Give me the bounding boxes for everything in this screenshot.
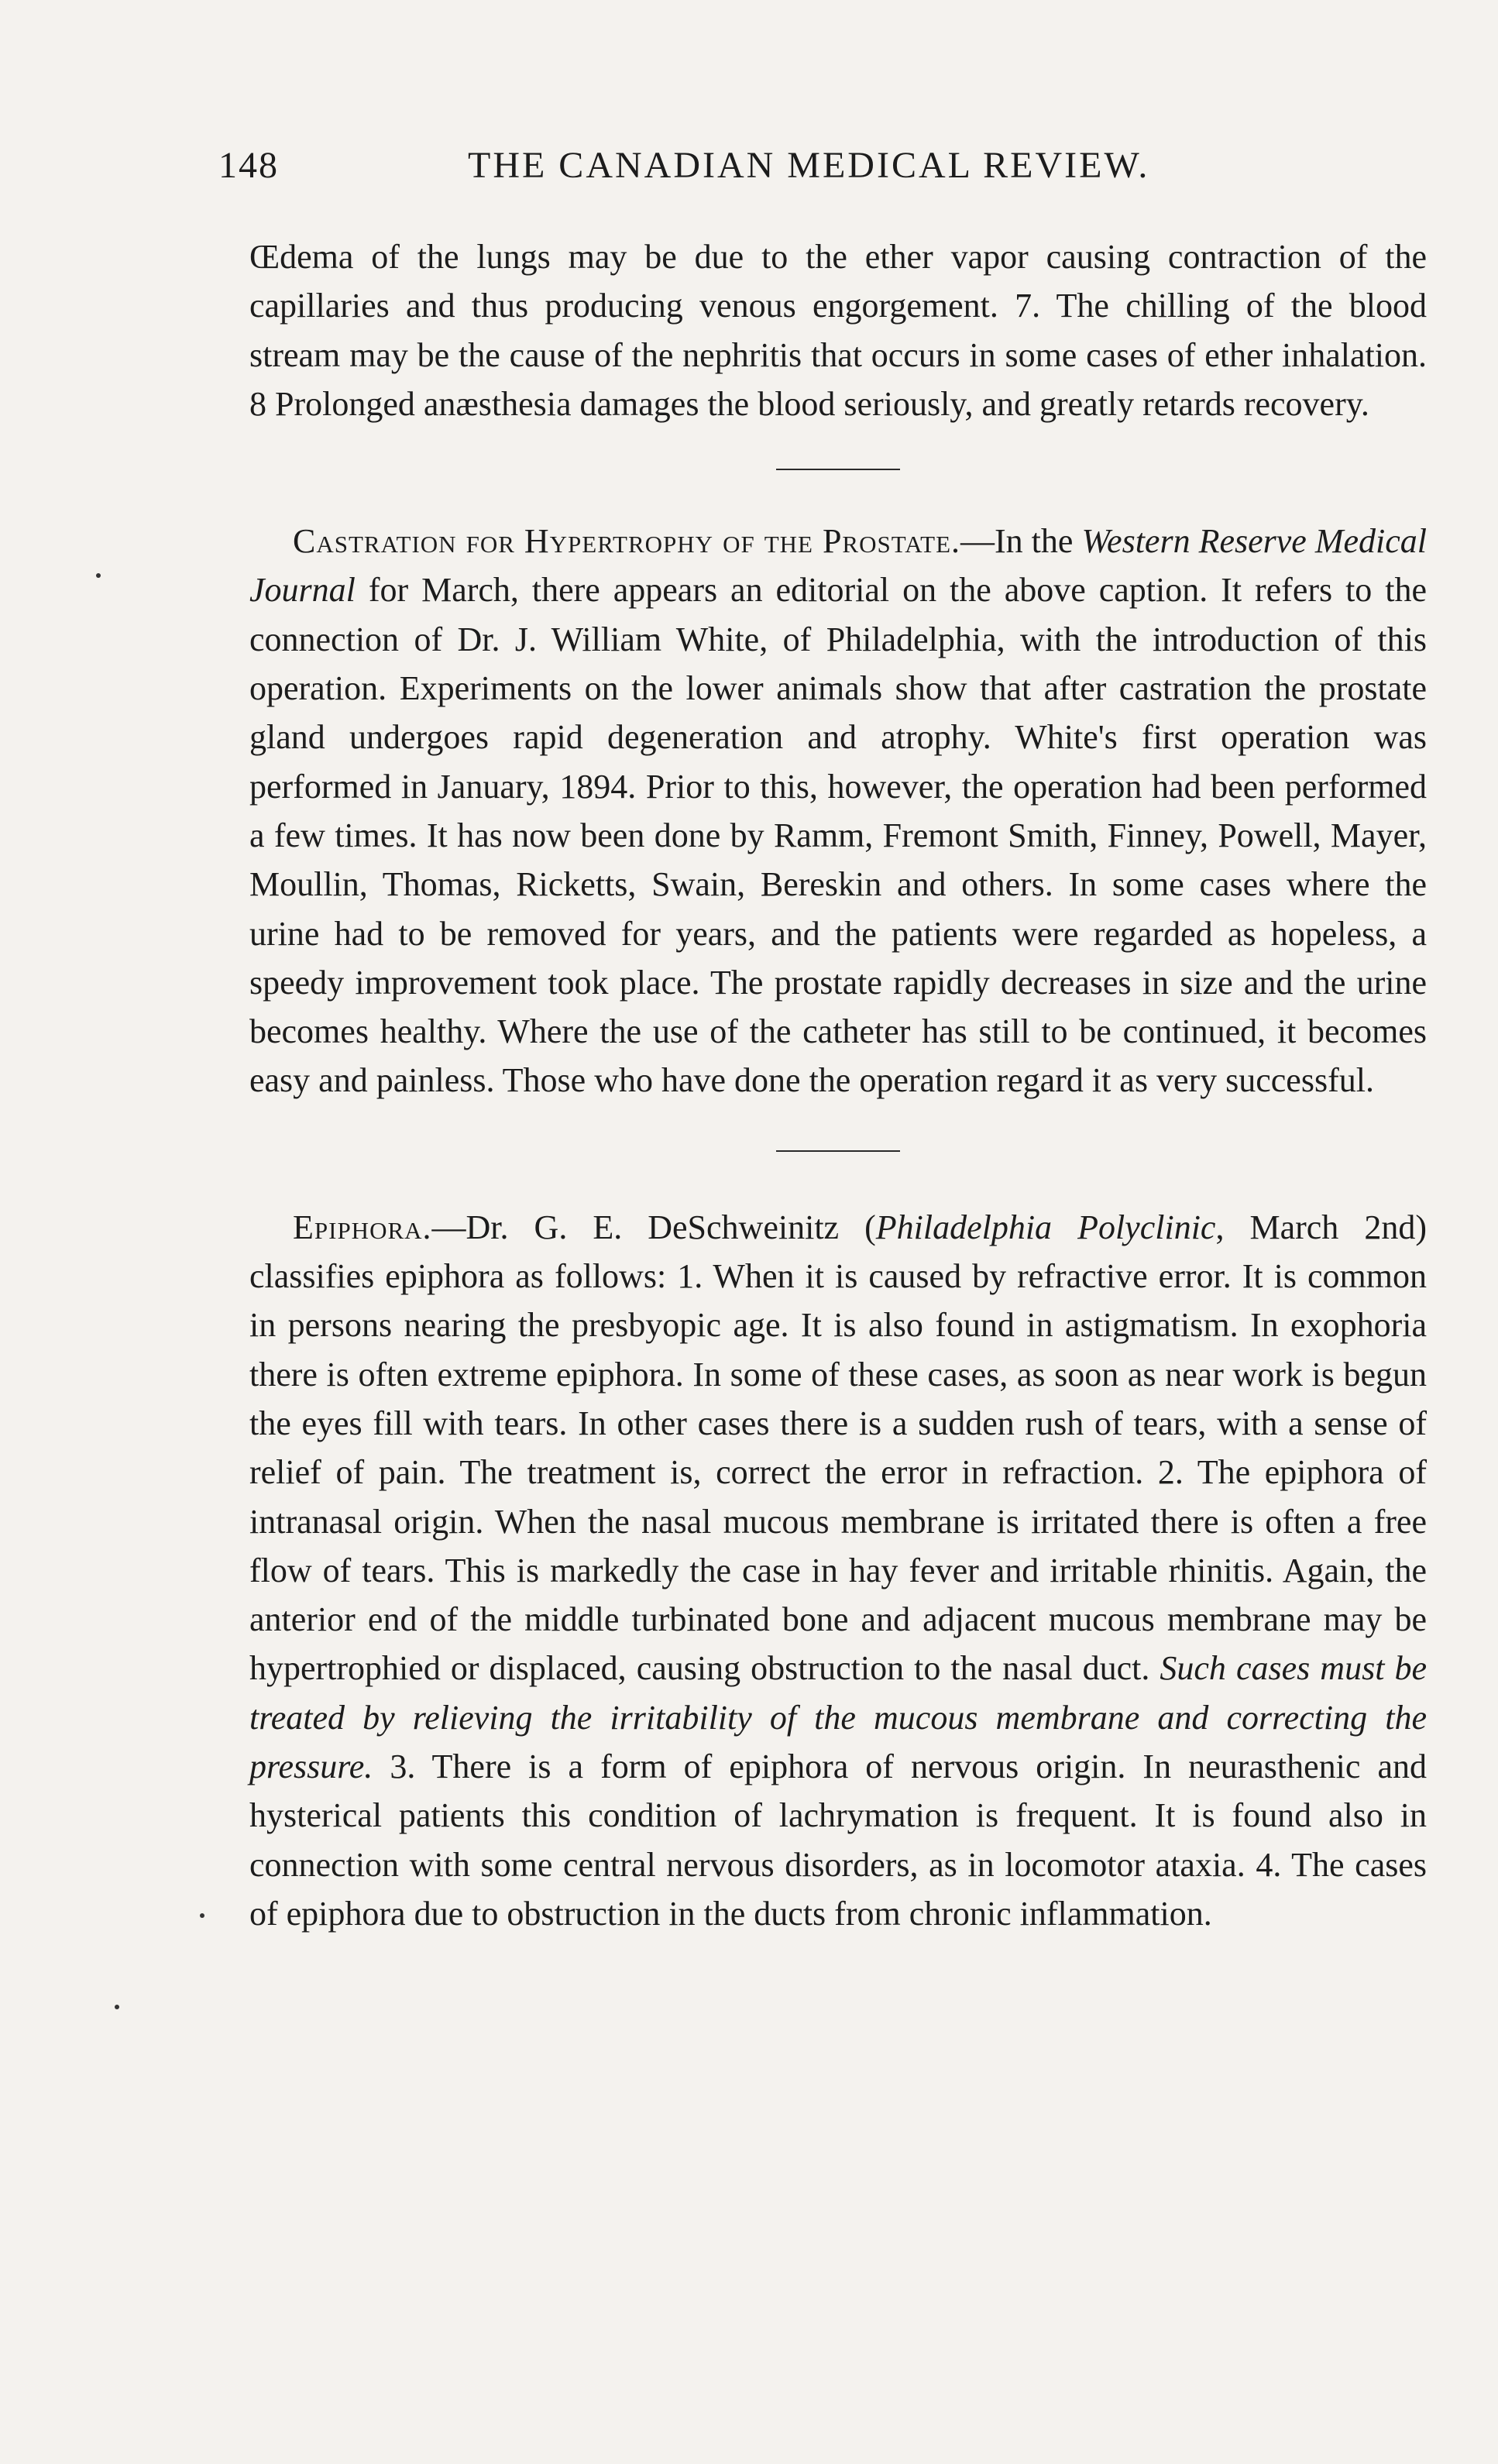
journal-citation: Western Reserve Medical Journal: [249, 522, 1427, 610]
heading-dash: —: [431, 1208, 466, 1246]
article-heading: Epiphora.: [293, 1208, 432, 1246]
section-divider: [776, 469, 900, 470]
margin-mark: [96, 573, 101, 578]
article-text: 3. There is a form of epiphora of nervous origin. In neurasthenic and hysterical patients this condition of lachrymation is frequent. It is found also in connection with some central nervous disorders, as in locomotor ataxia. 4. The cases of epiphora due to obstruction in the ducts from chronic inflammation.: [249, 1747, 1427, 1933]
journal-title: THE CANADIAN MEDICAL REVIEW.: [468, 145, 1150, 186]
continuation-paragraph: Œdema of the lungs may be due to the ether vapor causing contraction of the capillaries and thus producing venous engorgement. 7. The chilling of the blood stream may be the cause of the nephritis that occurs in some cases of ether inhalation. 8 Prolonged anæsthesia damages the blood seriously, and greatly retards recovery.: [249, 238, 1427, 423]
article-castration: [249, 517, 1427, 1105]
page-number: 148: [218, 145, 279, 186]
article-heading: Castration for Hypertrophy of the Prostate.: [293, 522, 961, 561]
page-body: [249, 232, 1427, 1938]
article-epiphora: [249, 1203, 1427, 1938]
heading-dash: —: [960, 522, 995, 561]
journal-citation: Philadelphia Polyclinic: [875, 1208, 1216, 1246]
margin-mark: [200, 1913, 204, 1918]
article-emphasis: Such cases must be treated by relieving the irritability of the mucous membrane and correcting the pressure.: [249, 1649, 1427, 1786]
article-lead: Dr. G. E. DeSchweinitz (: [466, 1208, 876, 1246]
article-lead: In the: [995, 522, 1082, 561]
section-divider: [776, 1150, 900, 1152]
article-text: for March, there appears an editorial on the above caption. It refers to the connection of Dr. J. William White, of Philadelphia, with the introduction of this operation. Experiments on the lower animals show that after castration the prostate gland undergoes rapid degeneration and atrophy. White's first operation was performed in January, 1894. Prior to this, however, the operation had been performed a few times. It has now been done by Ramm, Fremont Smith, Finney, Powell, Mayer, Moullin, Thomas, Ricketts, Swain, Bereskin and others. In some cases where the urine had to be removed for years, and the patients were regarded as hopeless, a speedy improvement took place. The prostate rapidly decreases in size and the urine becomes healthy. Where the use of the catheter has still to be continued, it becomes easy and painless. Those who have done the operation regard it as very successful.: [249, 571, 1427, 1100]
article-text: , March 2nd) classifies epiphora as follows: 1. When it is caused by refractive error. It is common in persons nearing the presbyopic age. It is also found in astigmatism. In exophoria there is often extreme epiphora. In some of these cases, as soon as near work is begun the eyes fill with tears. In other cases there is a sudden rush of tears, with a sense of relief of pain. The treatment is, correct the error in refraction. 2. The epiphora of intranasal origin. When the nasal mucous membrane is irritated there is often a free flow of tears. This is markedly the case in hay fever and irritable rhinitis. Again, the anterior end of the middle turbinated bone and adjacent mucous membrane may be hypertrophied or displaced, causing obstruction to the nasal duct.: [249, 1208, 1427, 1688]
margin-mark: [115, 2005, 119, 2009]
running-head: [218, 144, 1427, 198]
